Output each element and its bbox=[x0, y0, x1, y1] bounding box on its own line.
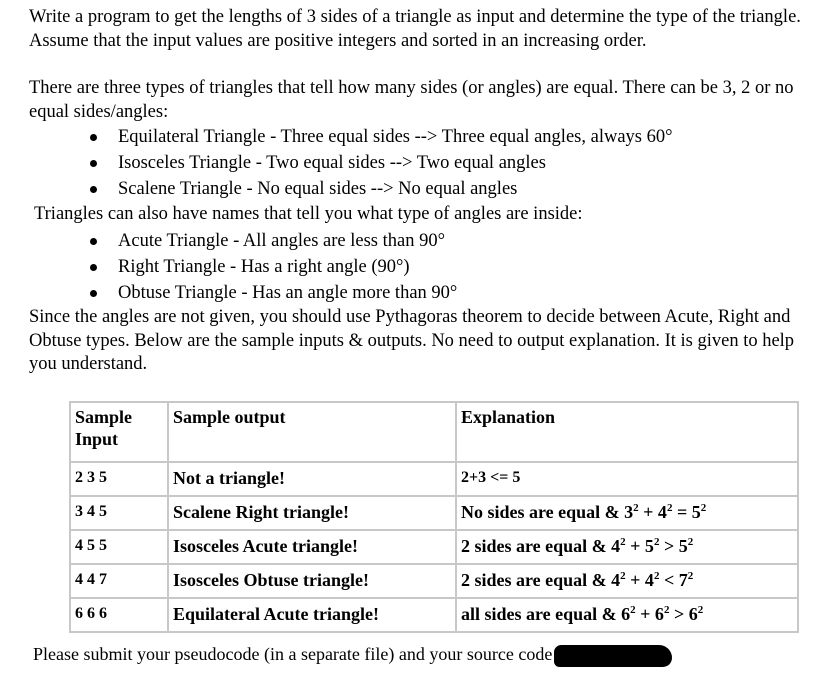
table-row bbox=[70, 598, 798, 632]
header-sample-output: Sample output bbox=[168, 402, 456, 462]
sides-intro-paragraph: There are three types of triangles that tell how many sides (or angles) are equal. There can be 3, 2 or no equal sides/angles: bbox=[29, 78, 794, 122]
footer-note bbox=[33, 644, 672, 667]
list-item: Right Triangle - Has a right angle (90°) bbox=[88, 254, 457, 280]
explanation-cell: all sides are equal & $6^2 + 6^2 > 6^2$ bbox=[456, 598, 798, 632]
explanation-cell: 2 sides are equal & $4^2 + 5^2 > 5^2$ bbox=[456, 530, 798, 564]
explanation-cell: 2 sides are equal & $4^2 + 4^2 < 7^2$ bbox=[456, 564, 798, 598]
sample-table bbox=[69, 401, 799, 633]
sample-output-cell: Isosceles Acute triangle! bbox=[168, 530, 456, 564]
table-row bbox=[70, 530, 798, 564]
sample-input-cell: 4 5 5 bbox=[70, 530, 168, 564]
header-explanation: Explanation bbox=[456, 402, 798, 462]
header-sample-input: Sample Input bbox=[70, 402, 168, 462]
sample-input-cell: 3 4 5 bbox=[70, 496, 168, 530]
table-header-row bbox=[70, 402, 798, 462]
sample-input-cell: 6 6 6 bbox=[70, 598, 168, 632]
explanation-cell: No sides are equal & $3^2 + 4^2 = 5^2$ bbox=[456, 496, 798, 530]
intro-paragraph: Write a program to get the lengths of 3 sides of a triangle as input and determine the type of the triangle. Assume that the input values are positive integers and sorted in an increasing order. bbox=[29, 7, 801, 51]
sample-output-cell: Scalene Right triangle! bbox=[168, 496, 456, 530]
list-item: Acute Triangle - All angles are less than 90° bbox=[88, 228, 457, 254]
footer-text: Please submit your pseudocode (in a separate file) and your source code bbox=[33, 644, 553, 664]
side-types-list bbox=[88, 124, 673, 202]
table-row bbox=[70, 496, 798, 530]
table-row bbox=[70, 564, 798, 598]
explanation-cell: 2+3 <= 5 bbox=[456, 462, 798, 496]
sample-output-cell: Isosceles Obtuse triangle! bbox=[168, 564, 456, 598]
list-item: Obtuse Triangle - Has an angle more than 90° bbox=[88, 280, 457, 306]
sample-output-cell: Equilateral Acute triangle! bbox=[168, 598, 456, 632]
table-row bbox=[70, 462, 798, 496]
sample-output-cell: Not a triangle! bbox=[168, 462, 456, 496]
angles-intro-paragraph: Triangles can also have names that tell you what type of angles are inside: bbox=[34, 204, 583, 224]
sample-input-cell: 4 4 7 bbox=[70, 564, 168, 598]
list-item: Scalene Triangle - No equal sides --> No equal angles bbox=[88, 176, 673, 202]
list-item: Isosceles Triangle - Two equal sides --> Two equal angles bbox=[88, 150, 673, 176]
sample-input-cell: 2 3 5 bbox=[70, 462, 168, 496]
angle-types-list bbox=[88, 228, 457, 306]
guidance-paragraph: Since the angles are not given, you should use Pythagoras theorem to decide between Acute, Right and Obtuse types. Below are the sample inputs & outputs. No need to output explanation. It is given to help you understand. bbox=[29, 307, 795, 374]
list-item: Equilateral Triangle - Three equal sides --> Three equal angles, always 60° bbox=[88, 124, 673, 150]
redaction-mark bbox=[554, 645, 672, 667]
